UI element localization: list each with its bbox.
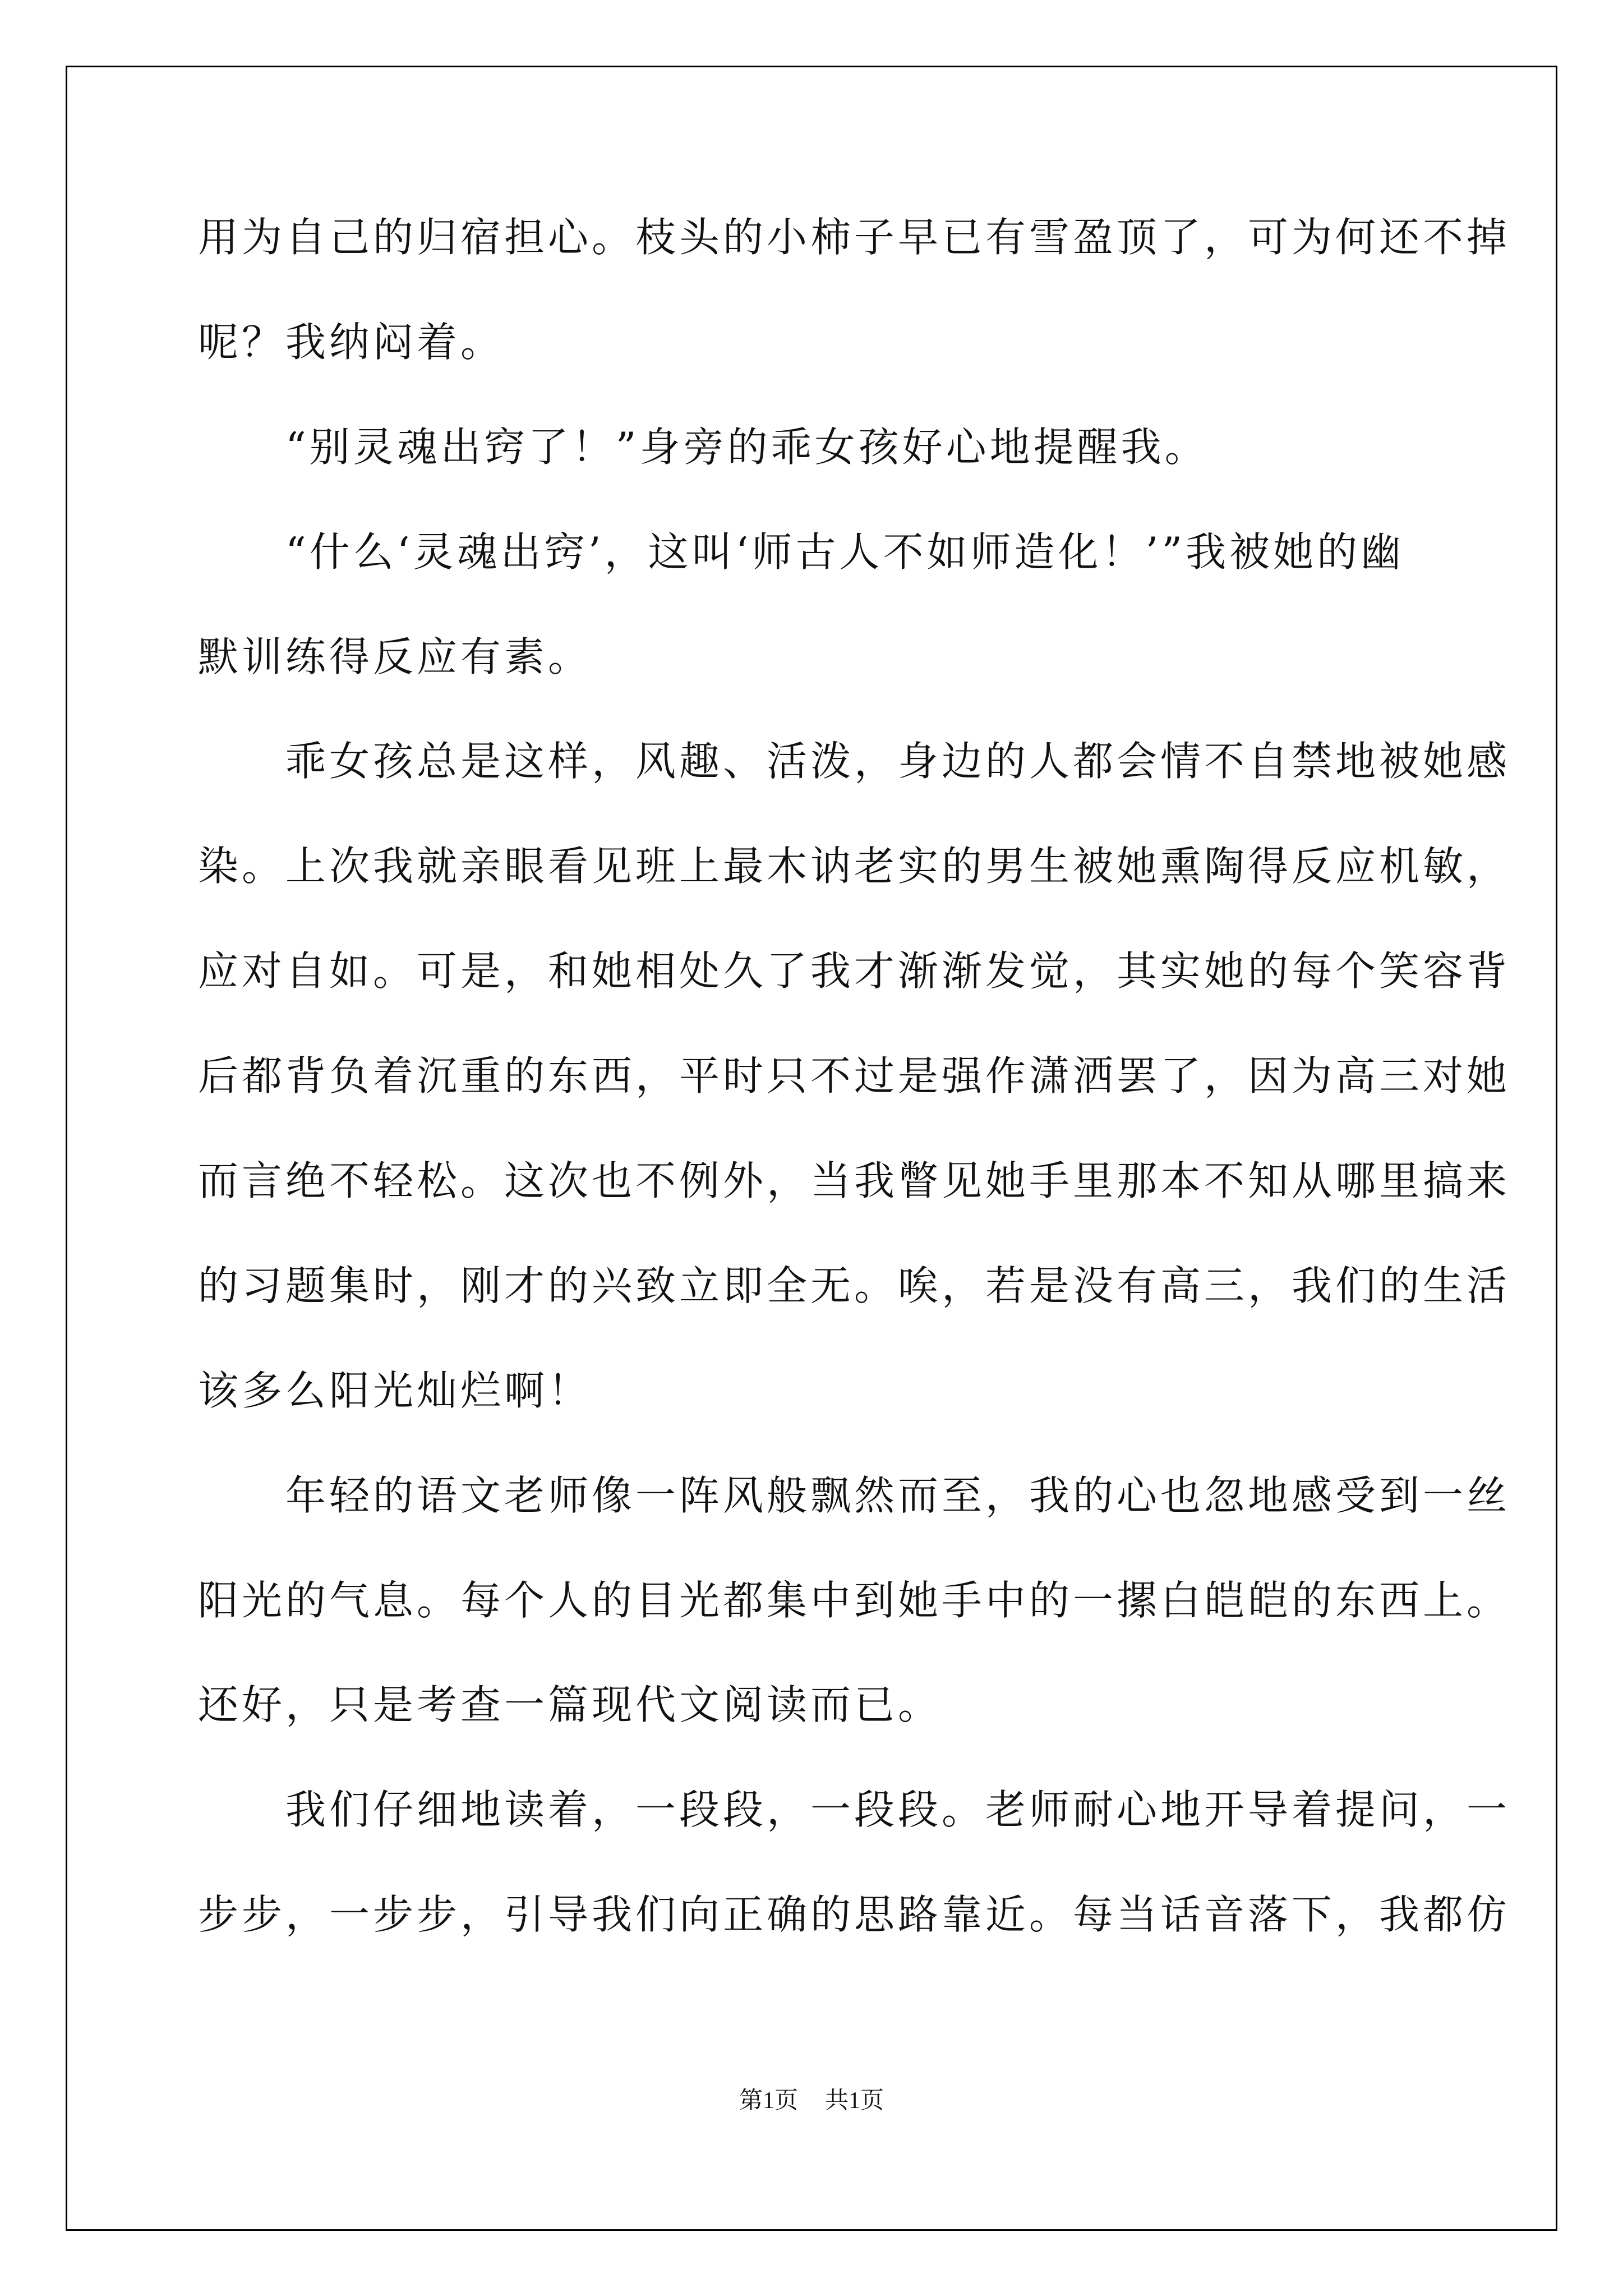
page-total: 共1页	[825, 2088, 884, 2114]
text-line: 年轻的语文老师像一阵风般飘然而至，我的心也忽地感受到一丝	[198, 1471, 1511, 1519]
text-line: “别灵魂出窍了！”身旁的乖女孩好心地提醒我。	[198, 423, 1209, 471]
text-line: 应对自如。可是，和她相处久了我才渐渐发觉，其实她的每个笑容背	[198, 947, 1511, 995]
page-footer	[0, 2084, 1623, 2118]
text-line: 后都背负着沉重的东西，平时只不过是强作潇洒罢了，因为高三对她	[198, 1052, 1511, 1100]
document-body	[198, 185, 1511, 1967]
text-line: 还好，只是考查一篇现代文阅读而已。	[198, 1681, 942, 1729]
text-line: “什么‘灵魂出窍’，这叫‘师古人不如师造化！’”我被她的幽	[198, 528, 1405, 576]
text-line: 的习题集时，刚才的兴致立即全无。唉，若是没有高三，我们的生活	[198, 1262, 1511, 1309]
text-line: 而言绝不轻松。这次也不例外，当我瞥见她手里那本不知从哪里搞来	[198, 1157, 1511, 1205]
text-line: 呢？我纳闷着。	[198, 318, 505, 366]
text-line: 该多么阳光灿烂啊！	[198, 1366, 592, 1414]
text-line: 我们仔细地读着，一段段，一段段。老师耐心地开导着提问，一	[198, 1786, 1511, 1834]
text-line: 步步，一步步，引导我们向正确的思路靠近。每当话音落下，我都仿	[198, 1891, 1511, 1939]
page-number: 第1页	[739, 2088, 798, 2114]
text-line: 默训练得反应有素。	[198, 633, 592, 680]
text-line: 阳光的气息。每个人的目光都集中到她手中的一摞白皑皑的东西上。	[198, 1576, 1511, 1624]
text-line: 用为自己的归宿担心。枝头的小柿子早已有雪盈顶了，可为何还不掉	[198, 214, 1511, 261]
text-line: 染。上次我就亲眼看见班上最木讷老实的男生被她熏陶得反应机敏，	[198, 843, 1511, 890]
text-line: 乖女孩总是这样，风趣、活泼，身边的人都会情不自禁地被她感	[198, 738, 1511, 785]
